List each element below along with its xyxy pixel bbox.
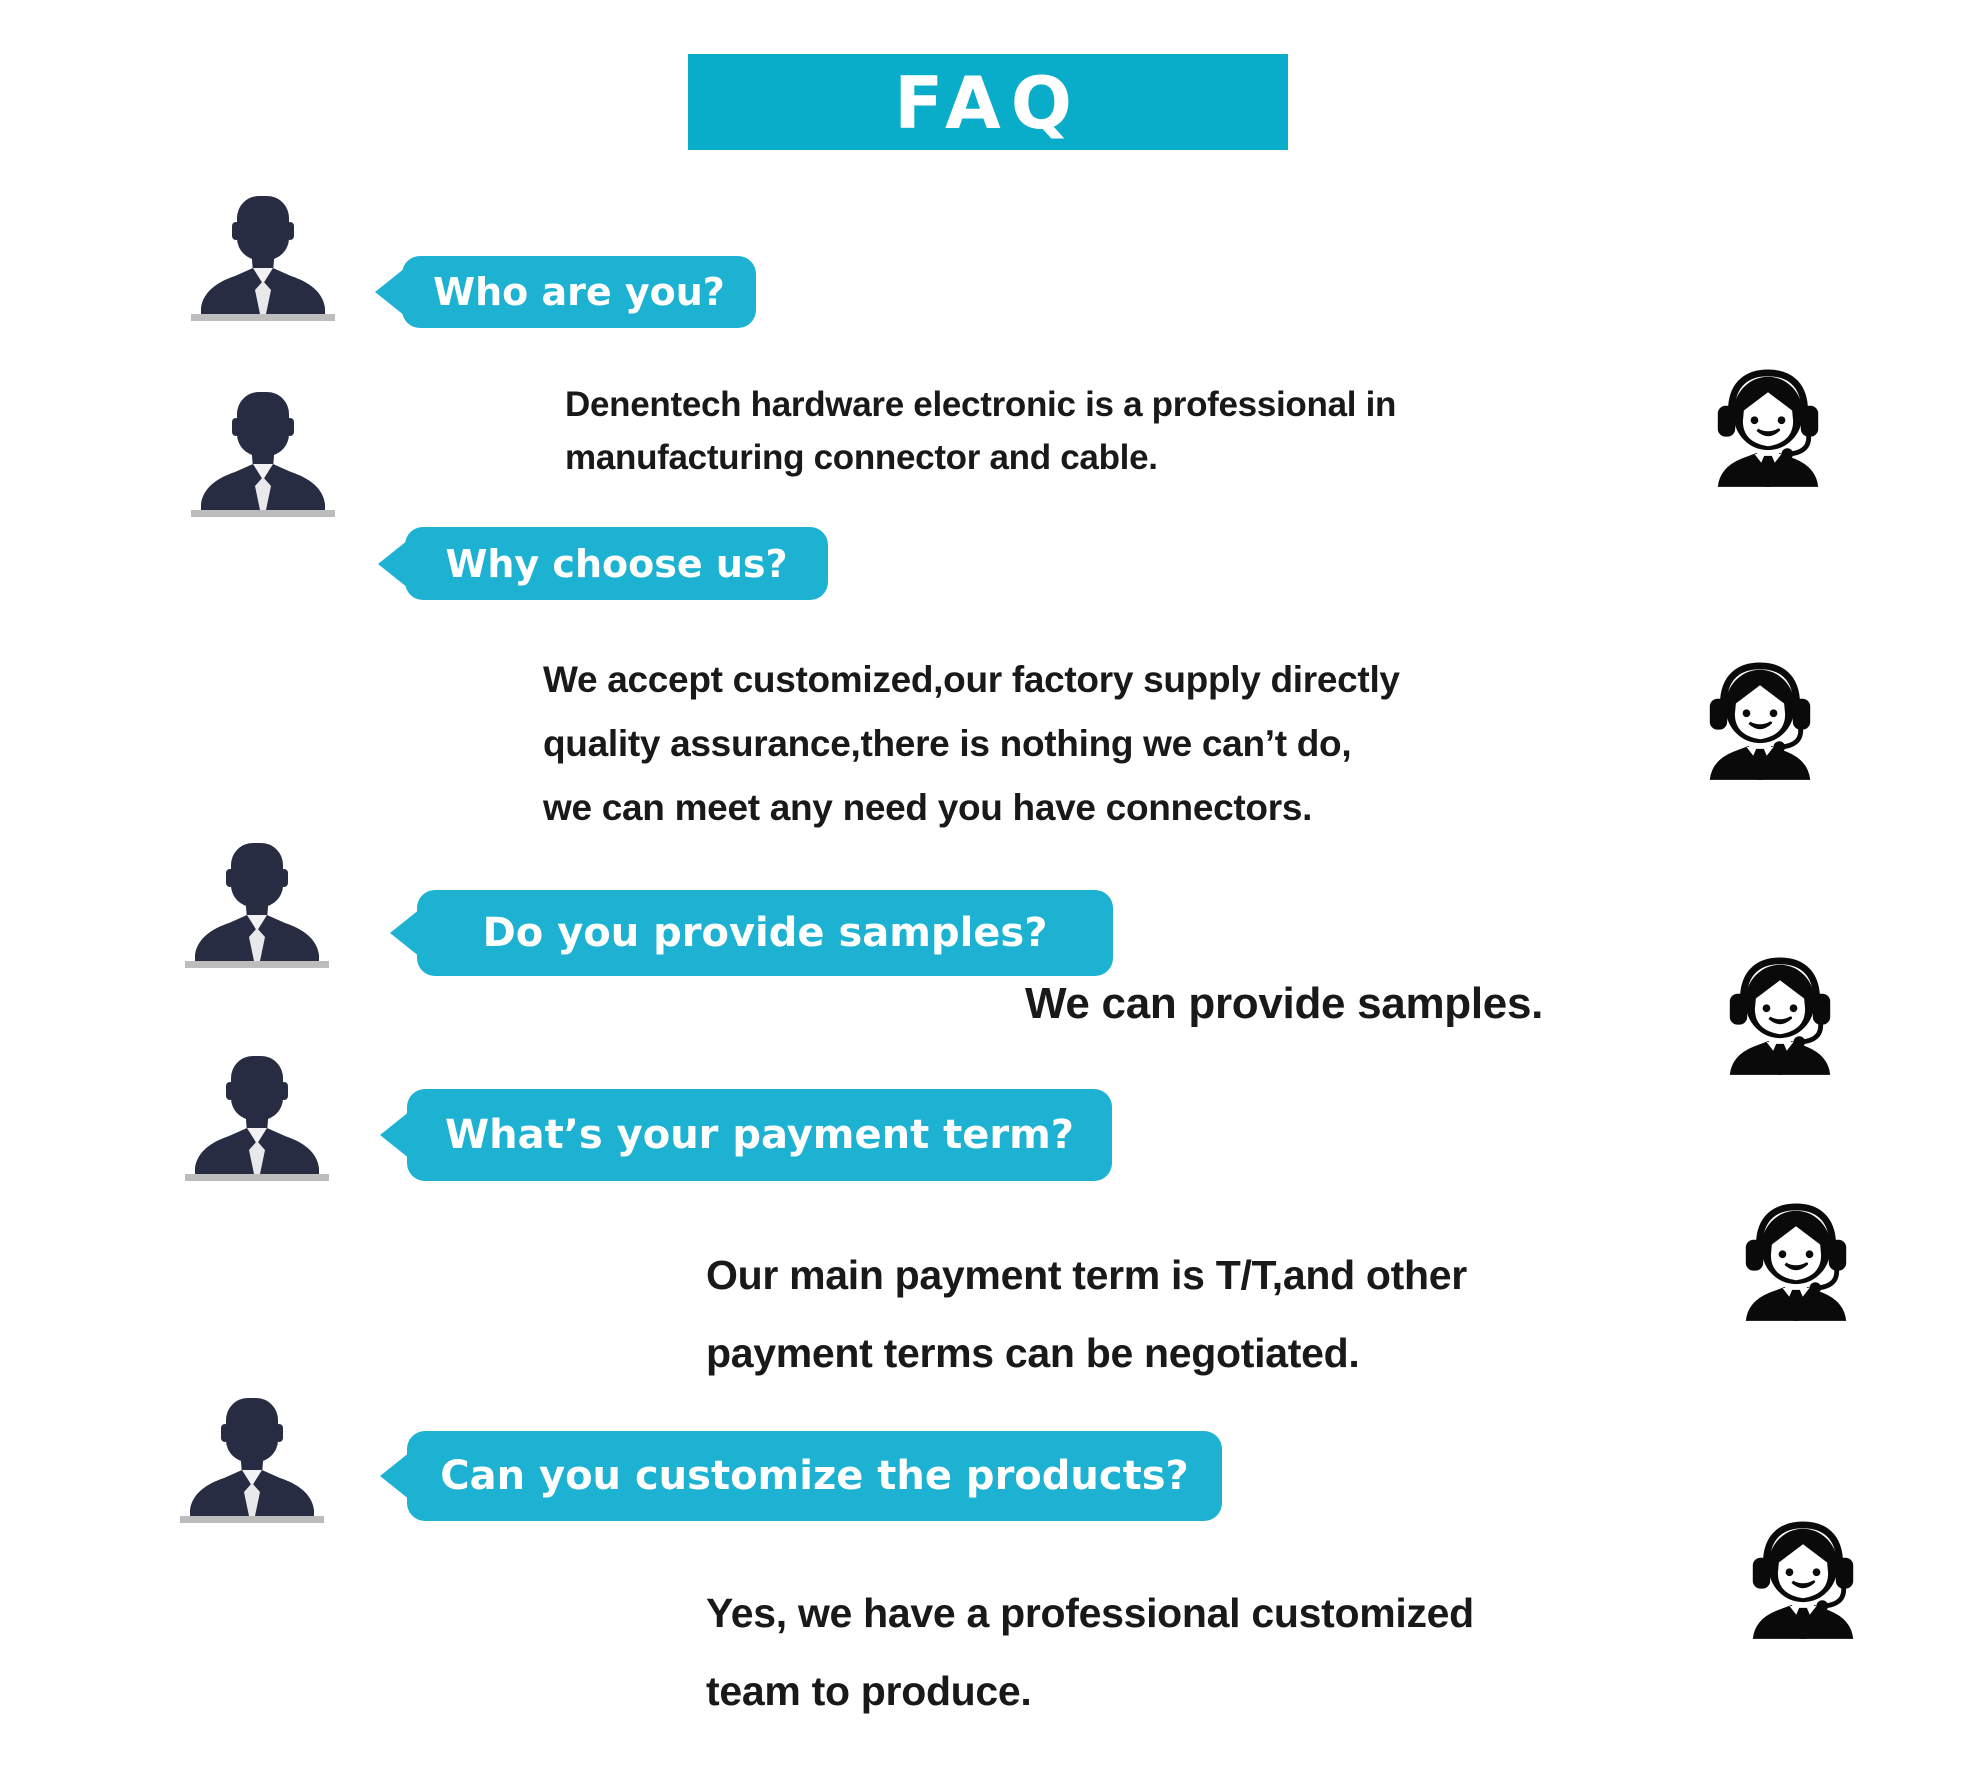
icon-shadow-line — [185, 961, 329, 968]
icon-shadow-line — [191, 510, 335, 517]
answer-line: we can meet any need you have connectors. — [543, 787, 1313, 828]
icon-shadow-line — [185, 1174, 329, 1181]
answer-line: Our main payment term is T/T,and other — [706, 1252, 1467, 1298]
question-bubble-payment-term: What’s your payment term? — [407, 1089, 1112, 1181]
question-bubble-who-are-you: Who are you? — [402, 256, 756, 328]
businessman-icon — [197, 392, 329, 510]
question-bubble-customize-products: Can you customize the products? — [407, 1431, 1222, 1521]
answer-provide-samples — [1025, 978, 1543, 1030]
icon-shadow-line — [180, 1516, 324, 1523]
answer-line: manufacturing connector and cable. — [565, 438, 1158, 477]
support-agent-icon — [1747, 1514, 1859, 1642]
businessman-icon — [197, 196, 329, 314]
answer-line: We can provide samples. — [1025, 979, 1544, 1028]
answer-line: Denentech hardware electronic is a professional in — [565, 385, 1397, 424]
support-agent-icon — [1704, 655, 1816, 783]
answer-line: Yes, we have a professional customized — [706, 1590, 1474, 1636]
question-bubble-why-choose-us: Why choose us? — [405, 527, 828, 600]
businessman-icon — [186, 1398, 318, 1516]
support-agent-icon — [1724, 950, 1836, 1078]
question-bubble-provide-samples: Do you provide samples? — [417, 890, 1113, 976]
icon-shadow-line — [191, 314, 335, 321]
answer-why-choose-us — [543, 648, 1400, 840]
answer-payment-term — [706, 1236, 1467, 1392]
businessman-icon — [191, 843, 323, 961]
answer-line: payment terms can be negotiated. — [706, 1330, 1360, 1376]
answer-line: team to produce. — [706, 1668, 1032, 1714]
businessman-icon — [191, 1056, 323, 1174]
answer-line: quality assurance,there is nothing we can’t do, — [543, 723, 1352, 764]
answer-who-are-you — [565, 378, 1396, 484]
support-agent-icon — [1740, 1196, 1852, 1324]
answer-customize-products — [706, 1574, 1474, 1730]
answer-line: We accept customized,our factory supply directly — [543, 659, 1400, 700]
support-agent-icon — [1712, 362, 1824, 490]
faq-banner-title: FAQ — [688, 54, 1288, 150]
